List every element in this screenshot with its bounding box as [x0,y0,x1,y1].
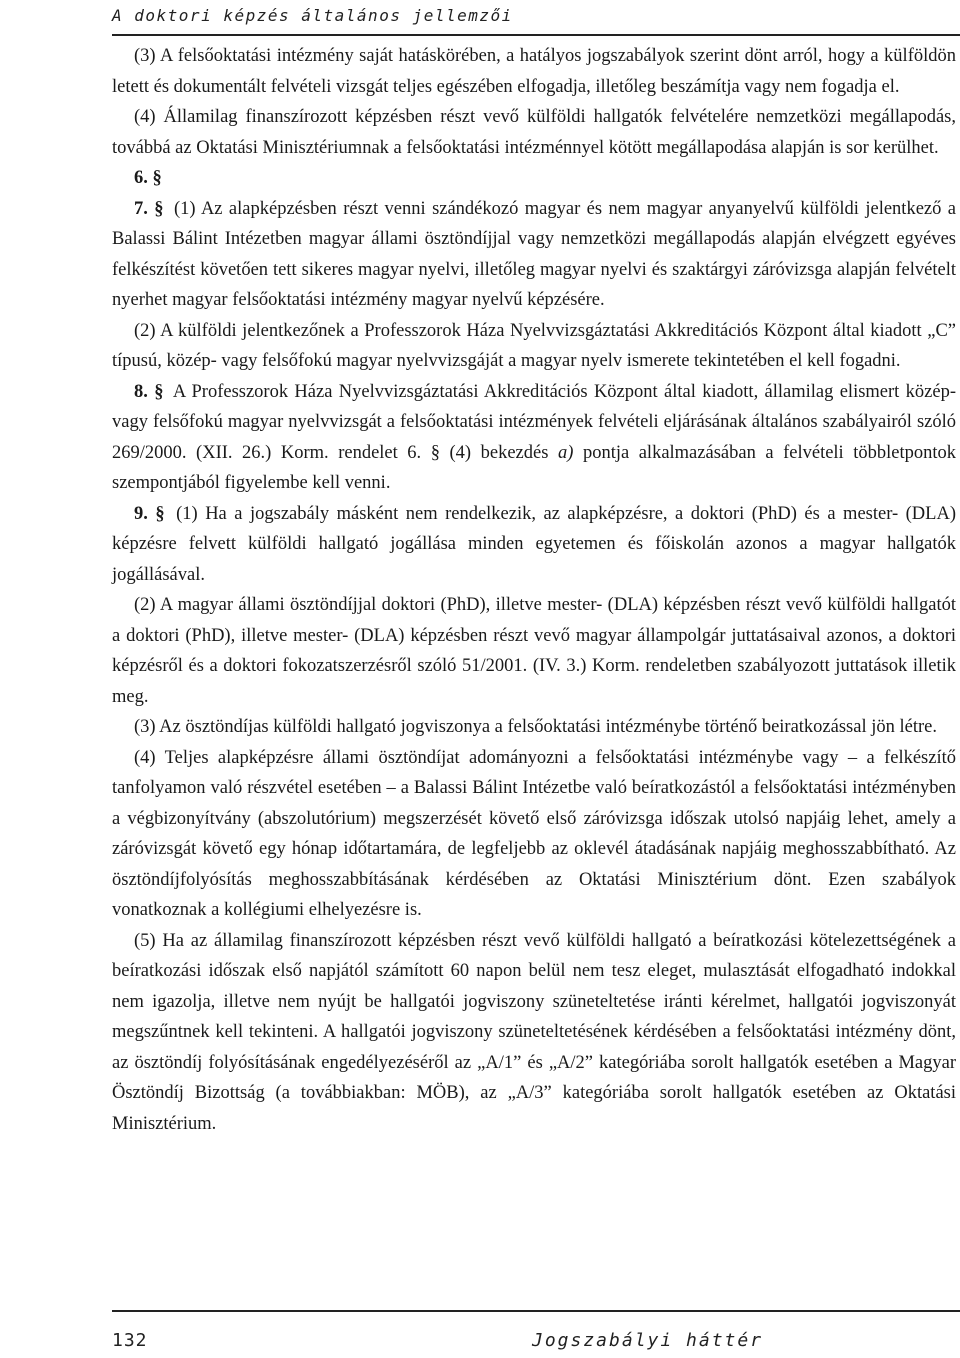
section-number: 7. [134,198,148,219]
section-9-paragraph-2: (2) A magyar állami ösztöndíjjal doktori (PhD), illetve mester- (DLA) képzésben részt vevő külföldi hallgatót a doktori (PhD), illetve mester- (DLA) képzésben részt vevő magyar állampolgár juttatásaival azonos, a doktori képzésről és a doktori fokozatszerzésről szóló 51/2001. (IV. 3.) Korm. rendeletben szabályozott juttatások illetik meg. [112,595,956,707]
footer-rule [112,1310,960,1312]
section-9-paragraph-3: (3) Az ösztöndíjas külföldi hallgató jogviszonya a felsőoktatási intézménybe történő beiratkozással jön létre. [134,717,937,737]
section-7-text: (1) Az alapképzésben részt venni szándékozó magyar és nem magyar anyanyelvű külföldi jelentkező a Balassi Bálint Intézetben magyar állami ösztöndíjjal vagy nemzetközi megállapodás alapján elvégzett egyéves felkészítést követően tett sikeres magyar nyelvi, illetőleg magyar nyelvi és szaktárgyi záróvizsga alapján felvételt nyerhet magyar felsőoktatási intézmény magyar nyelvű képzésére. [112,198,956,310]
section-sign: § [155,503,165,524]
section-8-text-b: pontja alkalmazásában a felvételi többletpontok szempontjából figyelembe kell venni. [112,442,957,493]
paragraph-3: (3) A felsőoktatási intézmény saját hatáskörében, a hatályos jogszabályok szerint dönt arról, hogy a külföldön letett és dokumentált felvételi vizsgát teljes egészében elfogadja, illetőleg beszámítja vagy nem fogadja el. [112,46,956,97]
section-sign: § [154,198,164,219]
section-9-text: (1) Ha a jogszabály másként nem rendelkezik, az alapképzésre, a doktori (PhD) és a mester- (DLA) képzésre felvett külföldi hallgató jogállása minden egyetemen és főiskolán azonos a magyar hallgatók jogállásával. [112,503,956,585]
section-number: 8. [134,381,148,402]
section-sign: § [152,168,162,188]
section-9 [112,499,956,591]
section-9-paragraph-4: (4) Teljes alapképzésre állami ösztöndíjat adományozni a felsőoktatási intézménybe vagy – a felkészítő tanfolyamon való részvétel esetében – a Balassi Bálint Intézetbe való beíratkozástól a felsőoktatási intézményben a végbizonyítvány (abszolutórium) megszerzését követő első záróvizsga időszak utolsó napjáig lehet, amely a záróvizsgát követő egy hónap időtartamára, de legfeljebb az oklevél átadásának napjáig meghosszabbítható. Az ösztöndíjfolyósítás meghosszabbításának kérdésében az Oktatási Minisztérium dönt. Ezen szabályok vonatkoznak a kollégiumi elhelyezésre is. [112,747,956,920]
paragraph-4: (4) Államilag finanszírozott képzésben részt vevő külföldi hallgatók felvételére nemzetközi megállapodás, továbbá az Oktatási Minisztériumnak a felsőoktatási intézménnyel kötött megállapodása alapján is sor kerülhet. [112,107,956,158]
body-text [112,41,956,1139]
section-8-text-a: A Professzorok Háza Nyelvvizsgáztatási Akkreditációs Központ által kiadott, államilag elismert közép- vagy felsőfokú magyar nyelvvizsgát a felsőoktatási intézmények felvételi eljárásának általános szabályairól szóló 269/2000. (XII. 26.) Korm. rendelet 6. § (4) bekezdés [112,381,956,463]
section-number: 6. [134,168,148,188]
running-head: A doktori képzés általános jellemzői [112,6,513,25]
section-8 [112,377,956,499]
running-foot: Jogszabályi háttér [532,1330,764,1351]
section-number: 9. [134,503,148,524]
section-6 [112,163,956,194]
section-7-paragraph-2: (2) A külföldi jelentkezőnek a Professzorok Háza Nyelvvizsgáztatási Akkreditációs Központ által kiadott „C” típusú, közép- vagy felsőfokú magyar nyelvvizsgáját a magyar nyelv ismerete tekintetében el kell fogadni. [112,320,956,371]
page-number: 132 [112,1330,148,1351]
section-9-paragraph-5: (5) Ha az államilag finanszírozott képzésben részt vevő külföldi hallgató a beíratkozási kötelezettségének a beíratkozási időszak első napjától számított 60 napon belül nem tesz eleget, mulasztását elfogadható indokkal nem igazolja, illetve nem nyújt be hallgatói jogviszony szüneteltetése iránti kérelmet, hallgatói jogviszonyát megszűntnek kell tekinteni. A hallgatói jogviszony szüneteltetésének kérdésében a felsőoktatási intézmény dönt, az ösztöndíj folyósításának engedélyezéséről az „A/1” és „A/2” kategóriába sorolt hallgatók esetében a Magyar Ösztöndíj Bizottság (a továbbiakban: MÖB), az „A/3” kategóriába sorolt hallgatók esetében az Oktatási Minisztérium. [112,930,956,1134]
section-sign: § [154,381,164,402]
header-rule [112,34,960,36]
section-8-point: a) [557,442,574,463]
section-7 [112,194,956,316]
